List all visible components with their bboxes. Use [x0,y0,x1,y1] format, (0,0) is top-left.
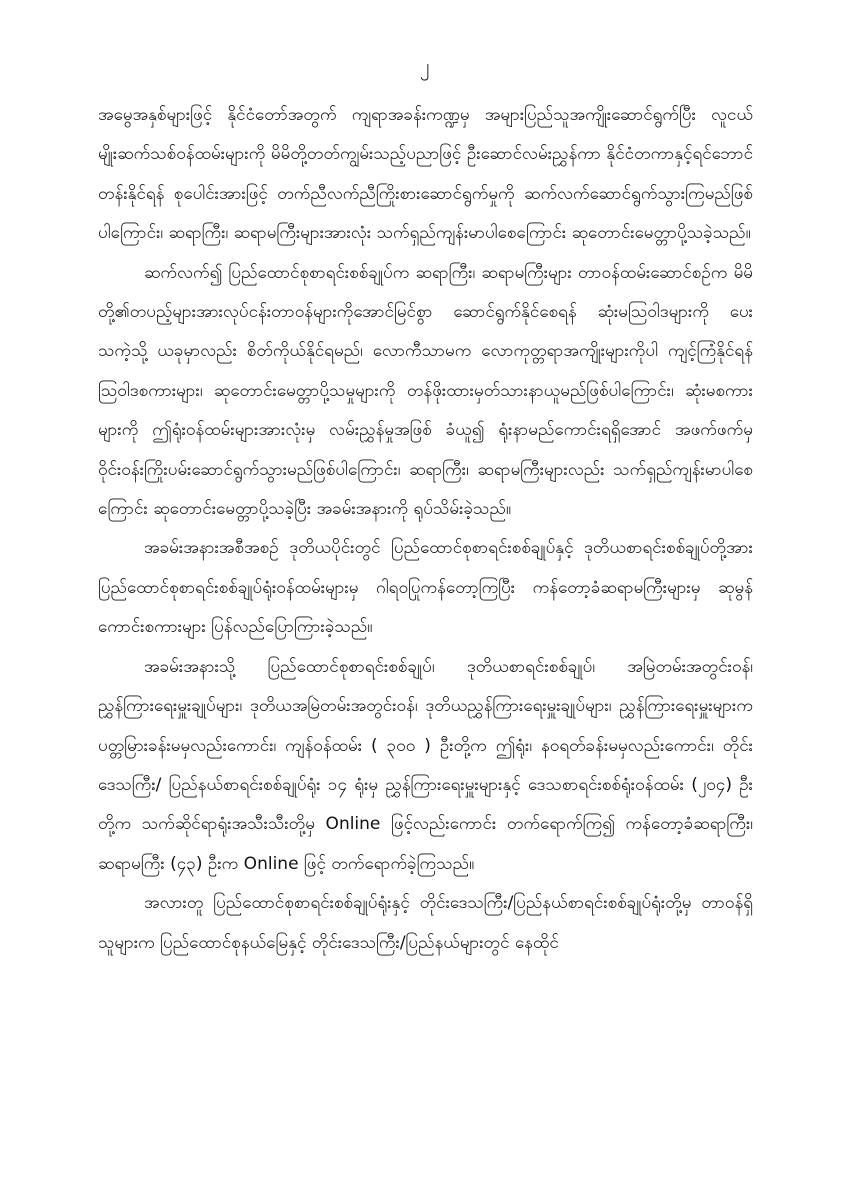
paragraph-attendees: အခမ်းအနားသို့ ပြည်ထောင်စုစာရင်းစစ်ချုပ်၊ ဒုတိယစာရင်းစစ်ချုပ်၊ အမြဲတမ်းအတွင်းဝန်၊ ညွှန်ကြားရေးမှူးချုပ်များ၊ ဒုတိယအမြဲတမ်းအတွင်းဝန်၊ ဒုတိယညွှန်ကြားရေးမှူးချုပ်များ၊ ညွှန်ကြားရေးမှူးများက ပတ္တမြားခန်းမမှလည်းကောင်း၊ ကျန်ဝန်ထမ်း ( ၃၀၀ ) ဦးတို့က ဤရုံး၊ နဝရတ်ခန်းမမှလည်းကောင်း၊ တိုင်းဒေသကြီး/ ပြည်နယ်စာရင်းစစ်ချုပ်ရုံး ၁၄ ရုံးမှ ညွှန်ကြားရေးမှူးများနှင့် ဒေသစာရင်းစစ်ရုံးဝန်ထမ်း (၂၀၄) ဦးတို့က သက်ဆိုင်ရာရုံးအသီးသီးတို့မှ Online ဖြင့်လည်းကောင်း တက်ရောက်ကြ၍ ကန်တော့ခံဆရာကြီး၊ ဆရာမကြီး (၄၃) ဦးက Online ဖြင့် တက်ရောက်ခဲ့ကြသည်။ [98,656,753,874]
paragraph-second-session: အခမ်းအနားအစီအစဉ် ဒုတိယပိုင်းတွင် ပြည်ထောင်စုစာရင်းစစ်ချုပ်နှင့် ဒုတိယစာရင်းစစ်ချုပ်တို့အား ပြည်ထောင်စုစာရင်းစစ်ချုပ်ရုံးဝန်ထမ်းများမှ ဂါရဝပြုကန်တော့ကြပြီး ကန်တော့ခံဆရာမကြီးများမှ ဆုမွန်ကောင်းစကားများ ပြန်လည်ပြောကြားခဲ့သည်။ [98,538,753,638]
paragraph-continued: အမွေအနှစ်များဖြင့် နိုင်ငံတော်အတွက် ကျရာအခန်းကဏ္ဍမှ အများပြည်သူအကျိုးဆောင်ရွက်ပြီး လူငယ်မျိုးဆက်သစ်ဝန်ထမ်းများကို မိမိတို့တတ်ကျွမ်းသည့်ပညာဖြင့် ဦးဆောင်လမ်းညွှန်ကာ နိုင်ငံတကာနှင့်ရင်ဘောင်တန်းနိုင်ရန် စုပေါင်းအားဖြင့် တက်ညီလက်ညီကြိုးစားဆောင်ရွက်မှုကို ဆက်လက်ဆောင်ရွက်သွားကြမည်ဖြစ်ပါကြောင်း၊ ဆရာကြီး၊ ဆရာမကြီးများအားလုံး သက်ရှည်ကျန်းမာပါစေကြောင်း ဆုတောင်းမေတ္တာပို့သခဲ့သည်။ [98,105,753,244]
page-number: ၂ [419,55,430,77]
paragraph-auditor-general-speech: ဆက်လက်၍ ပြည်ထောင်စုစာရင်းစစ်ချုပ်က ဆရာကြီး၊ ဆရာမကြီးများ တာဝန်ထမ်းဆောင်စဉ်က မိမိတို့၏တပည့်များအားလုပ်ငန်းတာဝန်များကိုအောင်မြင်စွာ ဆောင်ရွက်နိုင်စေရန် ဆုံးမဩဝါဒများကို ပေးသကဲ့သို့ ယခုမှာလည်း စိတ်ကိုယ်နိုင်ရမည်၊ လောကီသာမက လောကုတ္တရာအကျိုးများကိုပါ ကျင့်ကြံနိုင်ရန် ဩဝါဒစကားများ၊ ဆုတောင်းမေတ္တာပို့သမှုများကို တန်ဖိုးထားမှတ်သားနာယူမည်ဖြစ်ပါကြောင်း၊ ဆုံးမစကားများကို ဤရုံးဝန်ထမ်းများအားလုံးမှ လမ်းညွှန်မှုအဖြစ် ခံယူ၍ ရုံးနာမည်ကောင်းရရှိအောင် အဖက်ဖက်မှ ဝိုင်းဝန်းကြိုးပမ်းဆောင်ရွက်သွားမည်ဖြစ်ပါကြောင်း၊ ဆရာကြီး၊ ဆရာမကြီးများလည်း သက်ရှည်ကျန်းမာပါစေကြောင်း ဆုတောင်းမေတ္တာပို့သခဲ့ပြီး အခမ်းအနားကို ရုပ်သိမ်းခဲ့သည်။ [98,262,753,520]
paragraph-regional-offices: အလားတူ ပြည်ထောင်စုစာရင်းစစ်ချုပ်ရုံးနှင့် တိုင်းဒေသကြီး/ပြည်နယ်စာရင်းစစ်ချုပ်ရုံးတို့မှ တာဝန်ရှိသူများက ပြည်ထောင်စုနယ်မြေနှင့် တိုင်းဒေသကြီး/ပြည်နယ်များတွင် နေထိုင် [98,893,753,953]
document-body [98,96,753,963]
